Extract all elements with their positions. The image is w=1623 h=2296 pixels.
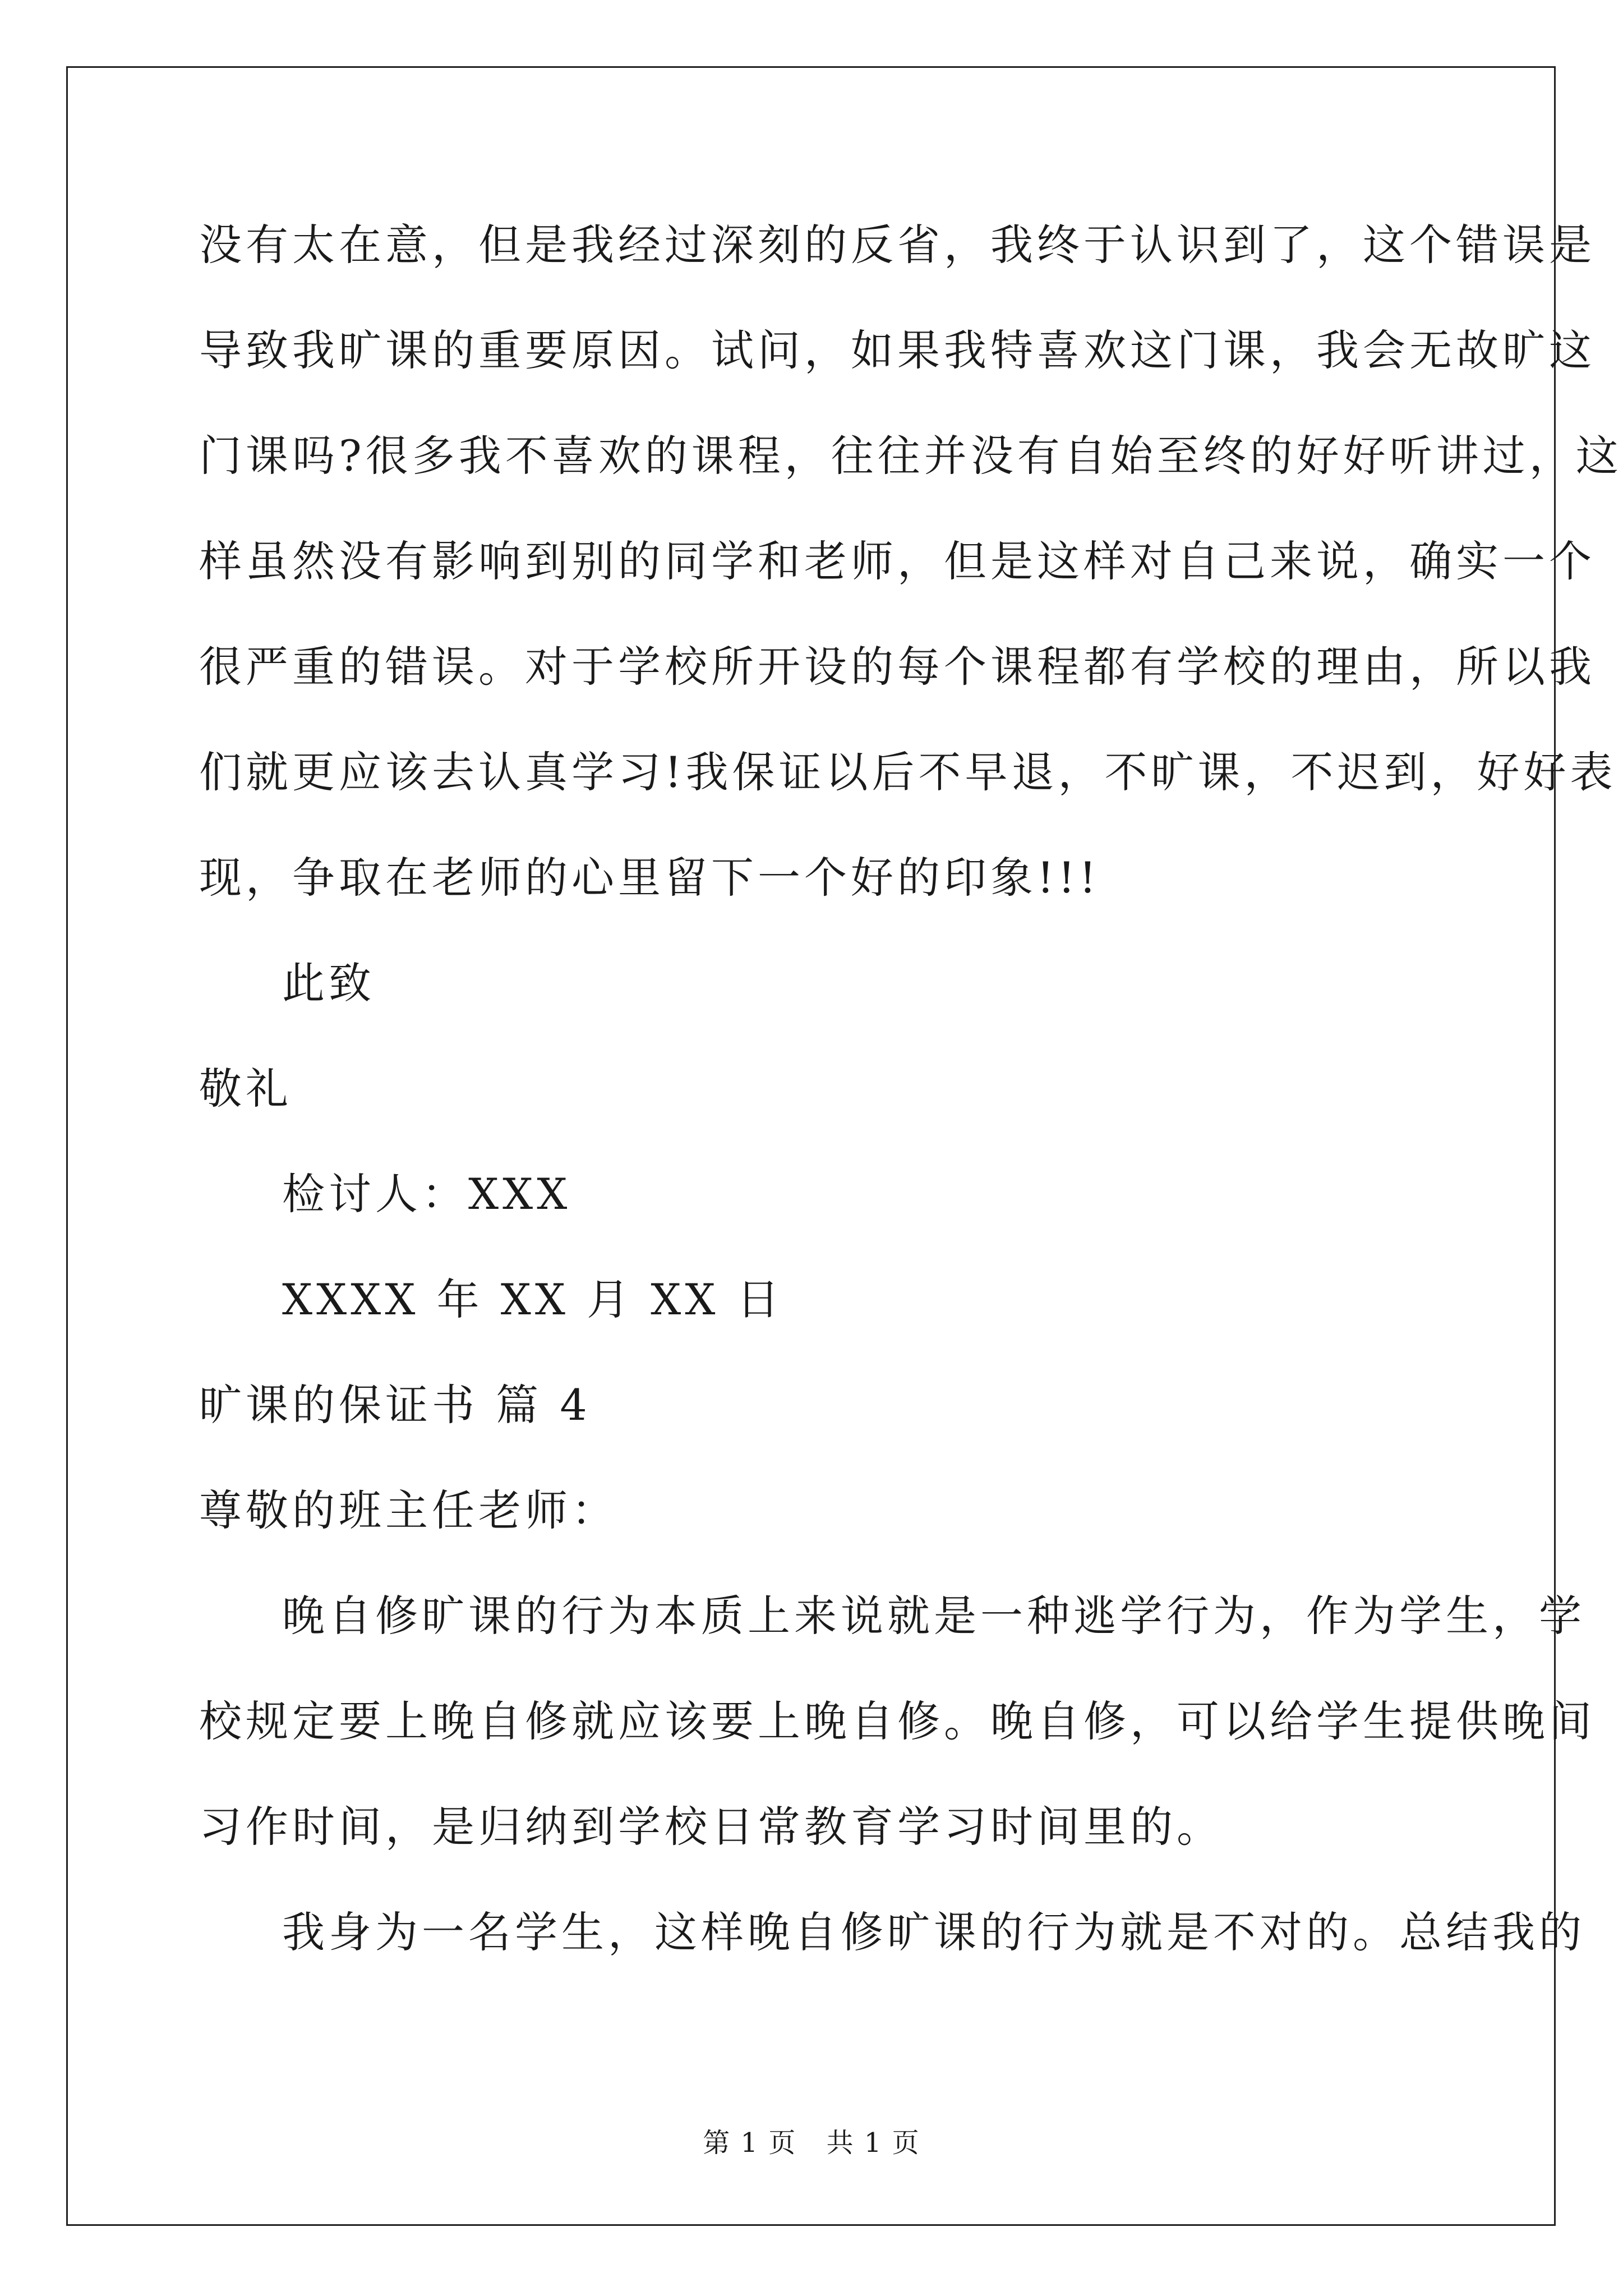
- body-line: 晚自修旷课的行为本质上来说就是一种逃学行为，作为学生，学: [282, 1591, 1585, 1641]
- page-total: 共 1 页: [826, 2127, 920, 2159]
- body-line: 样虽然没有影响到别的同学和老师，但是这样对自己来说，确实一个: [199, 536, 1596, 586]
- closing-salutation: 此致: [282, 958, 375, 1008]
- letter-greeting: 尊敬的班主任老师：: [199, 1485, 618, 1535]
- section-heading: 旷课的保证书 篇 4: [199, 1380, 591, 1430]
- closing-regards: 敬礼: [199, 1064, 292, 1114]
- body-line: 导致我旷课的重要原因。试问，如果我特喜欢这门课，我会无故旷这: [199, 325, 1596, 375]
- body-line: 我身为一名学生，这样晚自修旷课的行为就是不对的。总结我的: [282, 1907, 1585, 1957]
- body-line: 很严重的错误。对于学校所开设的每个课程都有学校的理由，所以我: [199, 642, 1596, 692]
- signature-line: 检讨人：XXX: [282, 1169, 571, 1219]
- body-line: 校规定要上晚自修就应该要上晚自修。晚自修，可以给学生提供晚间: [199, 1696, 1596, 1746]
- date-line: XXXX 年 XX 月 XX 日: [282, 1274, 783, 1324]
- page-number: 第 1 页: [703, 2127, 797, 2159]
- body-line: 现，争取在老师的心里留下一个好的印象!!!: [199, 853, 1100, 903]
- body-line: 们就更应该去认真学习!我保证以后不早退，不旷课，不迟到，好好表: [199, 747, 1617, 797]
- page-footer: [0, 2126, 1623, 2160]
- body-line: 习作时间，是归纳到学校日常教育学习时间里的。: [199, 1802, 1223, 1852]
- body-line: 没有太在意，但是我经过深刻的反省，我终于认识到了，这个错误是: [199, 220, 1596, 270]
- body-line: 门课吗?很多我不喜欢的课程，往往并没有自始至终的好好听讲过，这: [199, 431, 1622, 481]
